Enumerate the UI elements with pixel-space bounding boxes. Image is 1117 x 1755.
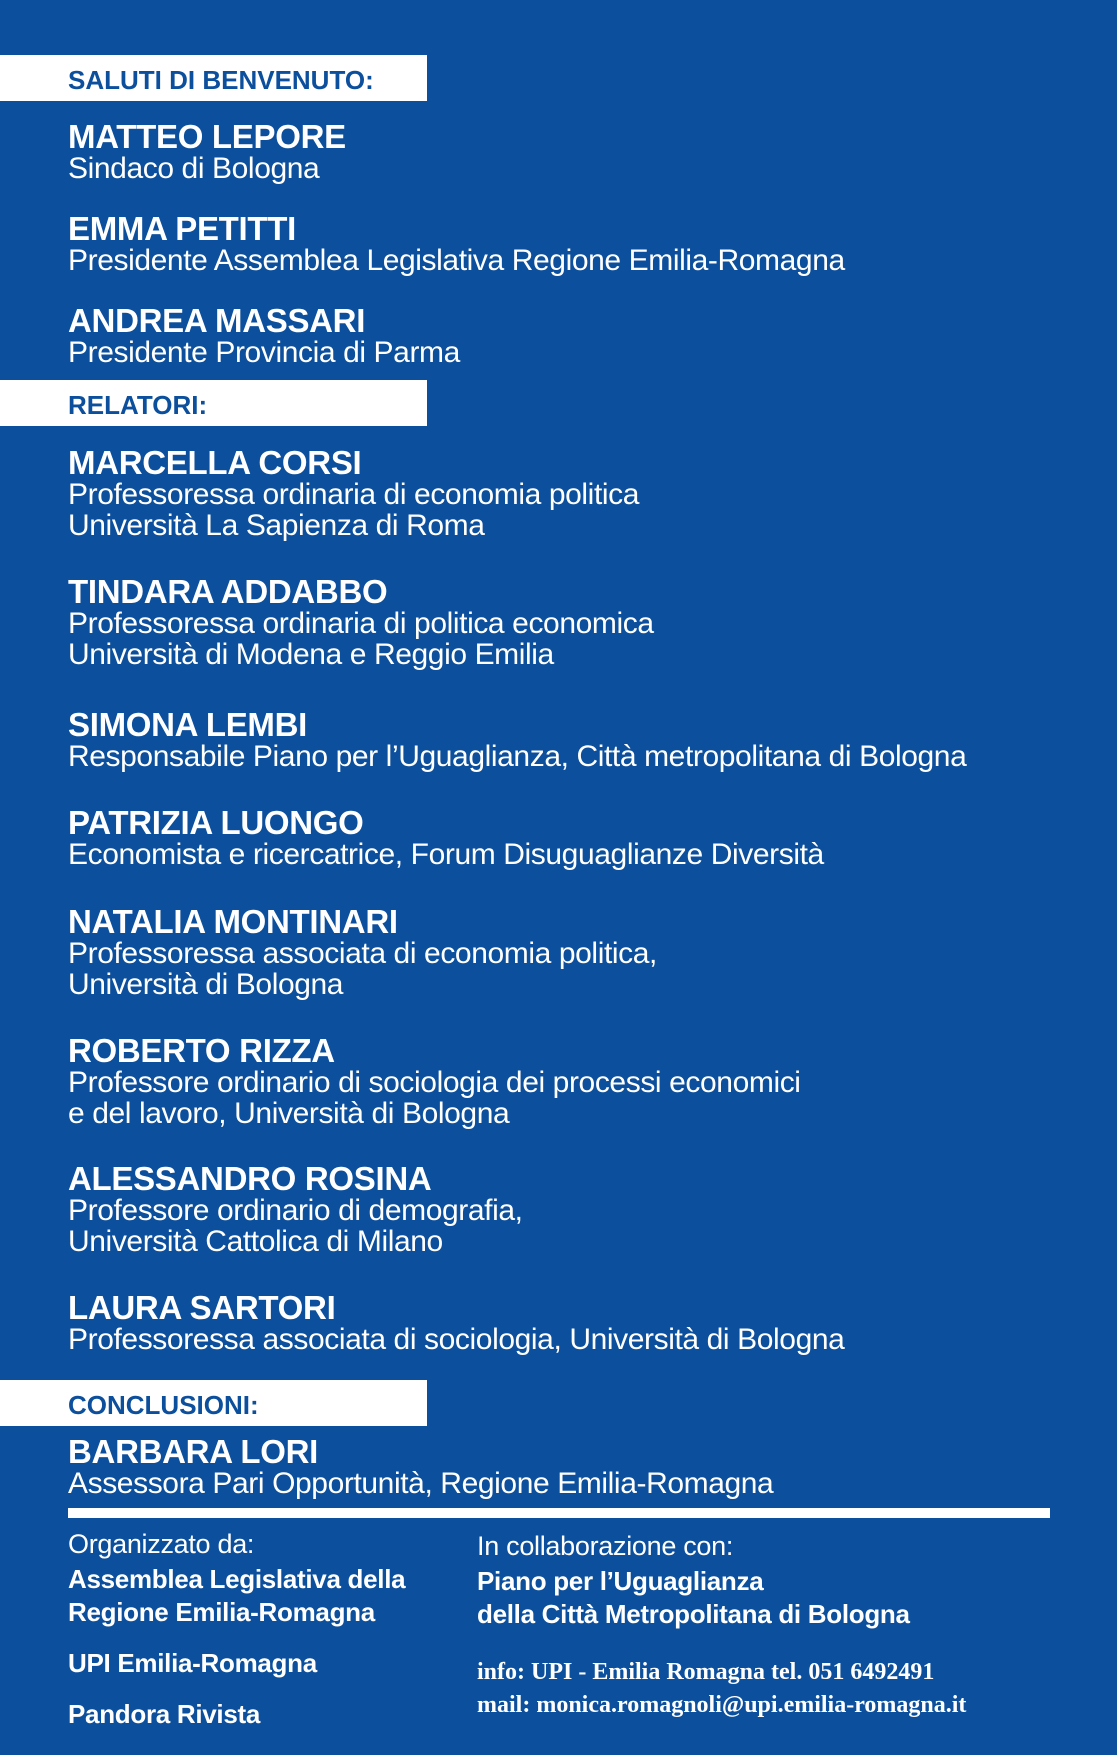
person-role: Professoressa ordinaria di politica economica <box>68 607 654 640</box>
person-name: EMMA PETITTI <box>68 210 296 247</box>
organizer-line: Assemblea Legislativa della <box>68 1564 406 1594</box>
person-role: Sindaco di Bologna <box>68 152 320 185</box>
speaker <box>68 905 1108 1000</box>
footer-divider <box>68 1508 1050 1518</box>
person-affiliation: Università Cattolica di Milano <box>68 1225 443 1258</box>
collaboration-block <box>477 1531 910 1631</box>
person-name: TINDARA ADDABBO <box>68 573 388 610</box>
welcome-person <box>68 304 1108 368</box>
person-role: Professoressa ordinaria di economia politica <box>68 478 640 511</box>
person-name: ROBERTO RIZZA <box>68 1032 335 1069</box>
person-name: LAURA SARTORI <box>68 1289 336 1326</box>
conclusion-speaker <box>68 1435 1108 1499</box>
person-role: Presidente Assemblea Legislativa Regione Emilia-Romagna <box>68 244 845 277</box>
welcome-person <box>68 212 1108 276</box>
person-role: Professoressa associata di sociologia, Università di Bologna <box>68 1323 845 1356</box>
conclusions-section-label: CONCLUSIONI: <box>0 1380 427 1426</box>
organized-by-label: Organizzato da: <box>68 1529 255 1559</box>
person-name: ANDREA MASSARI <box>68 302 366 339</box>
speaker <box>68 806 1108 870</box>
organizer-pandora: Pandora Rivista <box>68 1699 261 1729</box>
speaker <box>68 708 1108 772</box>
person-role: Professore ordinario di sociologia dei processi economici <box>68 1066 801 1099</box>
person-role: Professoressa associata di economia politica, <box>68 937 657 970</box>
person-role: Responsabile Piano per l’Uguaglianza, Città metropolitana di Bologna <box>68 740 967 773</box>
person-affiliation: Università di Bologna <box>68 968 344 1001</box>
collaboration-label: In collaborazione con: <box>477 1531 734 1561</box>
info-line: info: UPI - Emilia Romagna tel. 051 6492491 <box>477 1659 935 1685</box>
person-name: ALESSANDRO ROSINA <box>68 1160 432 1197</box>
welcome-section-label: SALUTI DI BENVENUTO: <box>0 55 427 101</box>
person-affiliation: e del lavoro, Università di Bologna <box>68 1097 510 1130</box>
contact-block <box>477 1656 966 1722</box>
speaker <box>68 1034 1108 1129</box>
person-name: SIMONA LEMBI <box>68 706 308 743</box>
person-role: Presidente Provincia di Parma <box>68 336 460 369</box>
speaker <box>68 446 1108 541</box>
welcome-person <box>68 120 1108 184</box>
speaker <box>68 1291 1108 1355</box>
person-role: Professore ordinario di demografia, <box>68 1194 523 1227</box>
speaker <box>68 1162 1108 1257</box>
organized-by-block <box>68 1529 405 1731</box>
person-name: MARCELLA CORSI <box>68 444 362 481</box>
person-name: BARBARA LORI <box>68 1433 318 1470</box>
person-role: Assessora Pari Opportunità, Regione Emilia-Romagna <box>68 1467 774 1500</box>
person-role: Economista e ricercatrice, Forum Disuguaglianze Diversità <box>68 838 824 871</box>
organizer-upi: UPI Emilia-Romagna <box>68 1648 317 1678</box>
speakers-section-label: RELATORI: <box>0 380 427 426</box>
collaborator-line: della Città Metropolitana di Bologna <box>477 1599 910 1629</box>
speaker <box>68 575 1108 670</box>
mail-line[interactable]: mail: monica.romagnoli@upi.emilia-romagna.it <box>477 1692 967 1718</box>
organizer-line: Regione Emilia-Romagna <box>68 1597 375 1627</box>
person-affiliation: Università La Sapienza di Roma <box>68 509 485 542</box>
collaborator-line: Piano per l’Uguaglianza <box>477 1566 764 1596</box>
person-name: MATTEO LEPORE <box>68 118 346 155</box>
person-name: PATRIZIA LUONGO <box>68 804 364 841</box>
person-affiliation: Università di Modena e Reggio Emilia <box>68 638 554 671</box>
person-name: NATALIA MONTINARI <box>68 903 398 940</box>
